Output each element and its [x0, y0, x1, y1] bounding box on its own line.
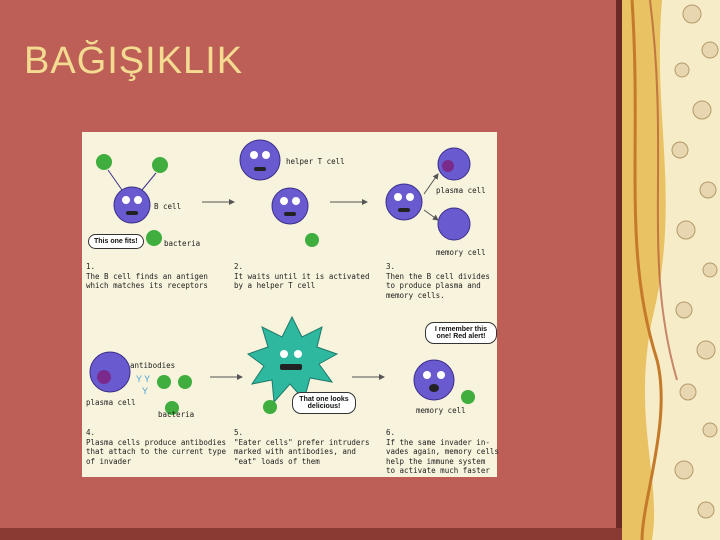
immune-response-figure — [82, 132, 497, 477]
label-memory-cell-2: memory cell — [416, 406, 466, 415]
svg-text:Y: Y — [142, 386, 149, 396]
label-antibodies: antibodies — [130, 361, 176, 370]
slide-title: BAĞIŞIKLIK — [24, 40, 244, 82]
bubble-fits: This one fits! — [88, 234, 144, 249]
panel-6-memory-cell — [414, 360, 475, 404]
label-bacteria-1: bacteria — [164, 239, 201, 248]
caption-step-5: 5. "Eater cells" prefer intruders marked with antibodies, and "eat" loads of them — [234, 428, 370, 466]
bubble-delicious: That one looks delicious! — [292, 392, 356, 414]
label-plasma-cell-1: plasma cell — [436, 186, 486, 195]
label-helper-t-cell: helper T cell — [286, 157, 345, 166]
bubble-remember: I remember this one! Red alert! — [425, 322, 497, 344]
caption-step-6: 6. If the same invader in- vades again, memory cells help the immune system to activate much faster — [386, 428, 499, 475]
label-memory-cell-1: memory cell — [436, 248, 486, 257]
caption-step-3: 3. Then the B cell divides to produce plasma and memory cells. — [386, 262, 490, 300]
slide-bottom-shadow — [0, 528, 622, 540]
caption-step-1: 1. The B cell finds an antigen which matches its receptors — [86, 262, 208, 290]
caption-step-4: 4. Plasma cells produce antibodies that attach to the current type of invader — [86, 428, 226, 466]
panel-1-b-cell — [96, 154, 168, 246]
label-b-cell: B cell — [154, 202, 182, 211]
caption-step-2: 2. It waits until it is activated by a helper T cell — [234, 262, 370, 290]
figure-illustration — [82, 132, 497, 477]
label-plasma-cell-2: plasma cell — [86, 398, 136, 407]
svg-text:Y Y: Y Y — [136, 374, 151, 384]
label-bacteria-2: bacteria — [158, 410, 195, 419]
floral-pattern — [622, 0, 720, 540]
decorative-side-panel — [622, 0, 720, 540]
